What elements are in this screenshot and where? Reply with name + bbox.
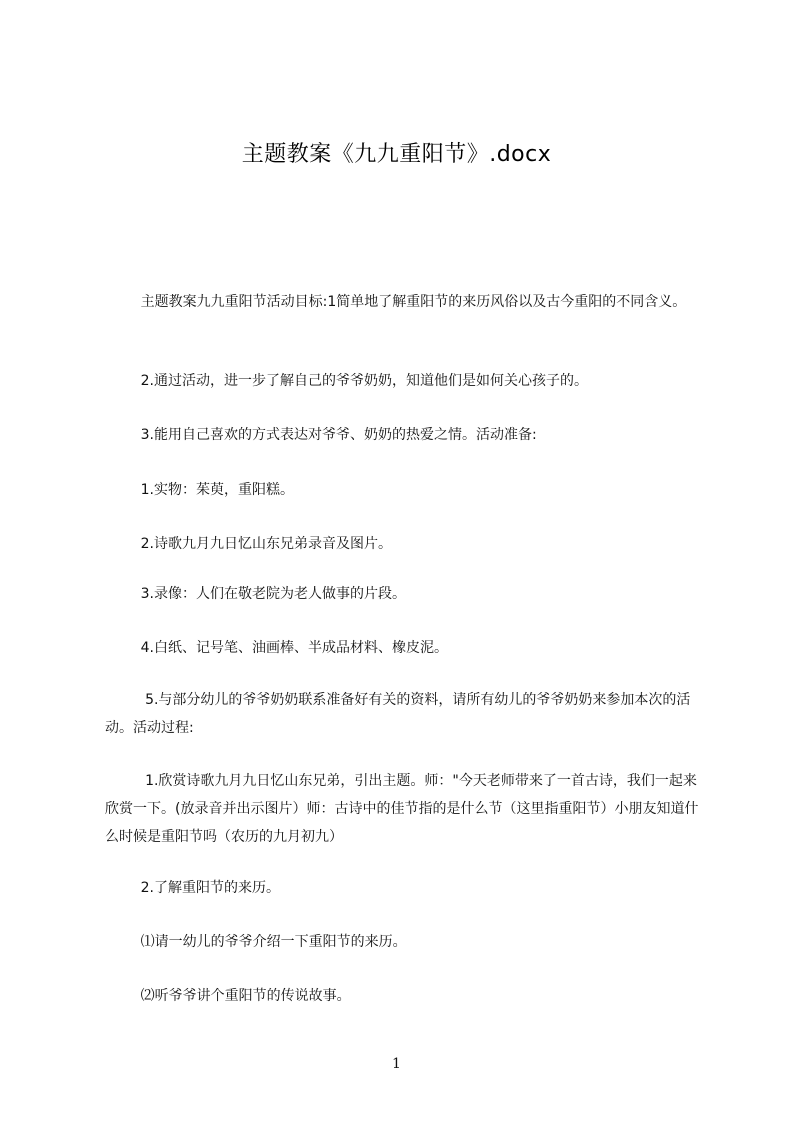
- page-number: 1: [392, 1056, 401, 1072]
- paragraph-objective-3: 3.能用自己喜欢的方式表达对爷爷、奶奶的热爱之情。活动准备:: [105, 427, 537, 443]
- paragraph-process-2: 2.了解重阳节的来历。: [105, 880, 280, 896]
- paragraph-prep-1: 1.实物：茱萸，重阳糕。: [105, 482, 294, 498]
- paragraph-prep-4: 4.白纸、记号笔、油画棒、半成品材料、橡皮泥。: [105, 640, 448, 656]
- paragraph-prep-5: 5.与部分幼儿的爷爷奶奶联系准备好有关的资料，请所有幼儿的爷爷奶奶来参加本次的活动。活动过程:: [105, 692, 691, 736]
- paragraph-process-2-2: ⑵听爷爷讲个重阳节的传说故事。: [105, 988, 351, 1004]
- paragraph-prep-3: 3.录像：人们在敬老院为老人做事的片段。: [105, 586, 406, 602]
- paragraph-objectives: 主题教案九九重阳节活动目标:1简单地了解重阳节的来历风俗以及古今重阳的不同含义。: [105, 294, 687, 310]
- document-title: 主题教案《九九重阳节》.docx: [241, 142, 552, 167]
- paragraph-process-1: 1.欣赏诗歌九月九日忆山东兄弟，引出主题。师："今天老师带来了一首古诗，我们一起来欣赏一下。(放录音并出示图片）师：古诗中的佳节指的是什么节（这里指重阳节）小朋友知道什么时候是重阳节吗（农历的九月初九）: [105, 773, 699, 845]
- paragraph-objective-2: 2.通过活动，进一步了解自己的爷爷奶奶，知道他们是如何关心孩子的。: [105, 373, 588, 389]
- paragraph-process-2-1: ⑴请一幼儿的爷爷介绍一下重阳节的来历。: [105, 934, 407, 950]
- paragraph-prep-2: 2.诗歌九月九日忆山东兄弟录音及图片。: [105, 536, 392, 552]
